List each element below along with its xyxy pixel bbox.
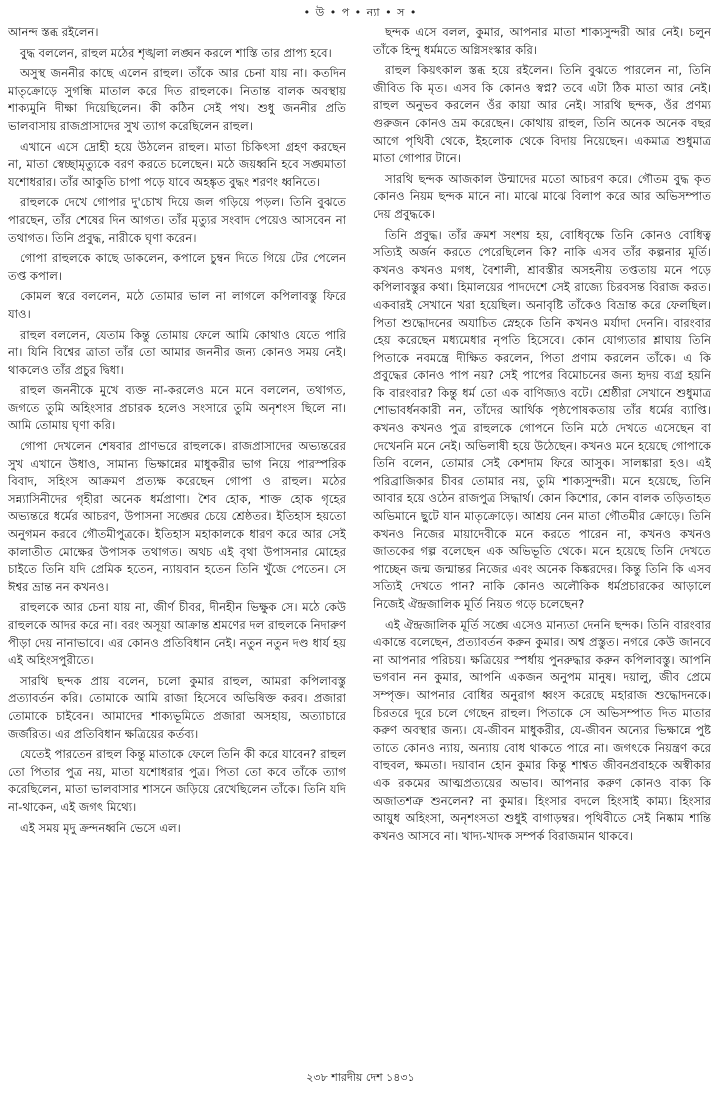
- publication-name: শারদীয় দেশ ১৪৩১: [331, 1071, 415, 1084]
- page-footer: [0, 1069, 721, 1088]
- right-column: [373, 24, 711, 1054]
- paragraph: তিনি প্রবুদ্ধ। তাঁর ক্রমশ সংশয় হয়, বোধিবৃক্ষে তিনি কোনও বোধিত্ব সত্যিই অর্জন করতে পেরেছিলেন কি? নাকি এসব তাঁর কল্পনার মূর্তি। কখনও কখনও মগধ, বৈশালী, শ্রাবস্তীর অসহনীয় তপ্ততায় মনে পড়ে কপিলাবস্তুর কথা। হিমালয়ের পাদদেশে সেই রাজ্যে চিরবসন্ত বিরাজ করত। একবারই সেখানে খরা হয়েছিল। অনাবৃষ্টি তাঁকেও বিভ্রান্ত করে ফেলছিল। পিতা শুদ্ধোদনের অযাচিত স্নেহকে তিনি কখনও মর্যাদা দেননি। বারংবার হেয় করেছেন মধ্যমেধার নৃপতি হিসেবে। কোন যোগ্যতার শ্লাঘায় তিনি পিতাকে নবমন্ত্রে দীক্ষিত করলেন, পিতা প্রণাম করলেন তাঁকে। এ কি প্রবুদ্ধের কোনও পাপ নয়? সেই পাপের বিমোচনের জন্য হৃদয় ব্যগ্র হয়নি কি বারংবার? কিন্তু ধর্ম তো এক বাণিজ্যও বটে। শ্রেষ্ঠীরা সেখানে শুধুমাত্র শোভাবর্ধনকারী নন, তাঁদের আর্থিক পৃষ্ঠপোষকতায় তাঁর ধর্মের ব্যাপ্তি। কখনও কখনও পুত্র রাহুলকে গোপনে তিনি মঠে দেখতে এসেছেন বা দেখেননি মনে নেই। অভিলাষী হয়ে উঠেছেন। কখনও মনে হয়েছে গোপাকে তিনি বলেন, তোমার সেই কেশদাম ফিরে আসুক। সালঙ্কারা হও। এই পরিব্রাজিকার চীবর তোমার নয়, তুমি শাক্যসুন্দরী। মনে হয়েছে, তিনি আবার হয়ে ওঠেন রাজপুত্র সিদ্ধার্থ। কোন কিশোর, কোন বালক তড়িতাহত অভিমানে ছুটে যান মাতৃক্রোড়ে। আশ্রয় নেন মাতা গৌতমীর ক্রোড়ে। তিনি কখনও নিজের মায়াদেবীকে মনে করতে পারেন না, কখনও কখনও জাতকের গল্প বলেছেন এক অভিভূতি থেকে। মনে হয়েছে তিনি দেখতে পাচ্ছেন জন্ম জন্মান্তর নিজের এবং অনেক কিঙ্করদের। কিন্তু তিনি কি এসব সত্যিই দেখতে পান? নাকি কোনও অলৌকিক ধর্মপ্রচারকের আড়ালে নিজেই ঐন্দ্রজালিক মূর্তি নিয়ত গড়ে চলেছেন?: [373, 227, 711, 611]
- paragraph: অসুস্থ জননীর কাছে এলেন রাহুল। তাঁকে আর চেনা যায় না। কতদিন মাতৃক্রোড়ে সুগন্ধি মাতাল করে দিত রাহুলকে। নিতান্ত বালক অবস্থায় শাক্যমুনি দীক্ষা দিয়েছিলেন। কী কঠিন সেই পথ। শুধু জননীর প্রতি ভালবাসায় রাজপ্রাসাদের সুখ ত্যাগ করেছিলেন রাহুল।: [8, 66, 346, 133]
- paragraph: গোপা দেখলেন শেষবার প্রাণভরে রাহুলকে। রাজপ্রাসাদের অভ্যন্তরের সুখ এখানে উধাও, সামান্য ভিক্ষান্নের মাধুকরীর ভাগ নিয়ে পারস্পরিক বিবাদ, সহিংস আক্রমণ প্রত্যক্ষ করেছেন গোপা ও রাহুল। মঠের সন্ন্যাসিনীদের গৃহীরা অনেক ধর্মপ্রাণা। শৈব হোক, শাক্ত হোক গৃহের অভ্যন্তরে ধর্মের আচরণ, উপাসনা সঙ্ঘের চেয়ে শ্রেষ্ঠতর। ইতিহাস হয়তো অনুগমন করবে গৌতমীপুত্রকে। ইতিহাস মহাকালকে ধারণ করে আর সেই কালাতীত মোক্ষের উপাসক তথাগত। অথচ এই বৃথা উপাসনার মোহের চাইতে তিনি যদি প্রেমিক হতেন, ন্যায়বান হতেন তিনি খুঁজে পেতেন। সে ঈশ্বর ভ্রান্ত নন কখনও।: [8, 439, 346, 594]
- paragraph: ছন্দক এসে বলল, কুমার, আপনার মাতা শাক্যসুন্দরী আর নেই। চলুন তাঁকে হিন্দু ধর্মমতে অগ্নিসংস্কার করি।: [373, 25, 711, 57]
- paragraph: বুদ্ধ বললেন, রাহুল মঠের শৃঙ্খলা লঙ্ঘন করলে শাস্তি তার প্রাপ্য হবে।: [20, 45, 332, 60]
- paragraph: এই ঐন্দ্রজালিক মূর্তি সঙ্ঘে এসেও মান্যতা দেননি ছন্দক। তিনি বারংবার একান্তে বলেছেন, প্রত্যাবর্তন করুন কুমার। অশ্ব প্রস্তুত। নগরে কেউ জানবে না আপনার পরিচয়। ক্ষত্রিয়ের স্পর্ধায় পুনরুদ্ধার করুন কপিলাবস্তু। আপনি ভগবান নন কুমার, আপনি একজন অনুপম মানুষ। দয়ালু, জীব প্রেমে সম্পৃক্ত। আপনার বোধির অনুরাগ ধ্বংস করেছে মহারাজ শুদ্ধোদনকে। চিরতরে দূরে চলে গেছেন রাহুল। পিতাকে সে অভিসম্পাত দিত মাতার করুণ অবস্থার জন্য। যে-জীবন মাধুকরীর, যে-জীবন অন্যের ভিক্ষান্নে পুষ্ট তাতে কোনও ন্যায়, অন্যায় বোধ থাকতে পারে না। জগৎকে নিয়ন্ত্রণ করে বাহুবল, ক্ষমতা। দয়াবান হোন কুমার কিন্তু শাশ্বত জীবনপ্রবাহকে অস্বীকার এক রকমের আত্মপ্রত্যয়ের অভাব। আপনার করুণ কোনও বাক্য কি অজাতশত্রু শুনলেন? না কুমার। হিংসার বদলে হিংসাই কাম্য। হিংসার আয়ুধ অহিংসা, অনৃশংসতা শুধুই বাগাড়ম্বর। পৃথিবীতে সেই নিষ্কাম শান্তি কখনও আসবে না। খাদ্য-খাদক সম্পর্ক বিরাজমান থাকবে।: [373, 617, 711, 843]
- section-header: • উ • প • ন্যা • স •: [303, 6, 418, 19]
- paragraph: রাহুলকে আর চেনা যায় না, জীর্ণ চীবর, দীনহীন ভিক্ষুক সে। মঠে কেউ রাহুলকে আদর করে না। বরং অসূয়া আক্রান্ত শ্রমণের দল রাহুলকে নিদারুণ পীড়া দেয় নানাভাবে। এর কোনও প্রতিবিধান নেই। নতুন নতুন দণ্ড ধার্য হয় এই অহিংসপুরীতে।: [8, 600, 346, 668]
- paragraph: সারথি ছন্দক প্রায় বলেন, চলো কুমার রাহুল, আমরা কপিলাবস্তু প্রত্যাবর্তন করি। তোমাকে আমি রাজা হিসেবে অভিষিক্ত করব। প্রজারা তোমাকে চাইবেন। আমাদের শাক্যভূমিতে প্রজারা অসহায়, অত্যাচারে জর্জরিত। এর প্রতিবিধান ক্ষত্রিয়ের কর্তব্য।: [8, 673, 346, 741]
- paragraph: এই সময় মৃদু ক্রন্দনধ্বনি ভেসে এল।: [20, 820, 181, 835]
- left-column: [8, 24, 346, 1054]
- paragraph: রাহুল জননীকে মুখে ব্যক্ত না-করলেও মনে মনে বললেন, তথাগত, জগতে তুমি অহিংসার প্রচারক হলেও সংসারে তুমি অনৃশংস ছিলে না। আমি তোমায় ঘৃণা করি।: [8, 383, 346, 433]
- paragraph: রাহুল কিয়ৎকাল স্তব্ধ হয়ে রইলেন। তিনি বুঝতে পারলেন না, তিনি জীবিত কি মৃত। এসব কি কোনও স্বপ্ন? তবে এটা ঠিক মাতা আর নেই। রাহুল অনুভব করলেন ওঁর কায়া আর নেই। সারথি ছন্দক, ওঁর প্রণম্য গুরুজন কোনও ভ্রম করেছেন। কোথায় রাহুল, তিনি অনেক অনেক বছর আগে পৃথিবী থেকে, ইহলোক থেকে বিদায় নিয়েছেন। একমাত্র শুধুমাত্র মাতা গোপার টানে।: [373, 63, 711, 166]
- paragraph: যেতেই পারতেন রাহুল কিন্তু মাতাকে ফেলে তিনি কী করে যাবেন? রাহুল তো পিতার পুত্র নয়, মাতা যশোধরার পুত্র। পিতা তো কবে তাঁকে ত্যাগ করেছিলেন, মাতা ভালবাসার শাসনে জড়িয়ে রেখেছিলেন তাঁকে। তিনি যদি না-থাকেন, এই জগৎ মিথ্যে।: [8, 747, 346, 814]
- paragraph: সারথি ছন্দক আজকাল উন্মাদের মতো আচরণ করে। গৌতম বুদ্ধ কৃত কোনও নিয়ম ছন্দক মানে না। মাঝে মাঝে বিলাপ করে আর অভিসম্পাত দেয় প্রবুদ্ধকে।: [373, 171, 711, 221]
- paragraph: আনন্দ স্তব্ধ রইলেন।: [8, 25, 99, 39]
- paragraph: গোপা রাহুলকে কাছে ডাকলেন, কপালে চুম্বন দিতে গিয়ে টের পেলেন তপ্ত কপাল।: [8, 251, 346, 283]
- page-number: ২৩৮: [306, 1071, 328, 1084]
- paragraph: রাহুল বললেন, যেতাম কিন্তু তোমায় ফেলে আমি কোথাও যেতে পারি না। যিনি বিশ্বের ত্রাতা তাঁর তো আমার জননীর জন্য কোনও সময় নেই। থাকলেও তাঁর প্রচুর দ্বিধা।: [8, 327, 346, 377]
- text-columns: [0, 24, 721, 1054]
- paragraph: এখানে এসে দ্রোহী হয়ে উঠলেন রাহুল। মাতা চিকিৎসা গ্রহণ করছেন না, মাতা স্বেচ্ছামৃত্যুকে বরণ করতে চলেছেন। মঠে জয়ধ্বনি হবে সঙ্ঘমাতা যশোধরার। তাঁর আকুতি চাপা পড়ে যাবে অহঙ্কৃত বুদ্ধং শরণং ধ্বনিতে।: [8, 139, 346, 189]
- paragraph: কোমল স্বরে বললেন, মঠে তোমার ভাল না লাগলে কপিলাবস্তু ফিরে যাও।: [8, 289, 346, 321]
- paragraph: রাহুলকে দেখে গোপার দু'চোখ দিয়ে জল গড়িয়ে পড়ল। তিনি বুঝতে পারছেন, তাঁর শেষের দিন আগত। তাঁর মৃত্যুর সংবাদ পেয়েও আসবেন না তথাগত। তিনি প্রবুদ্ধ, নারীকে ঘৃণা করেন।: [8, 195, 346, 245]
